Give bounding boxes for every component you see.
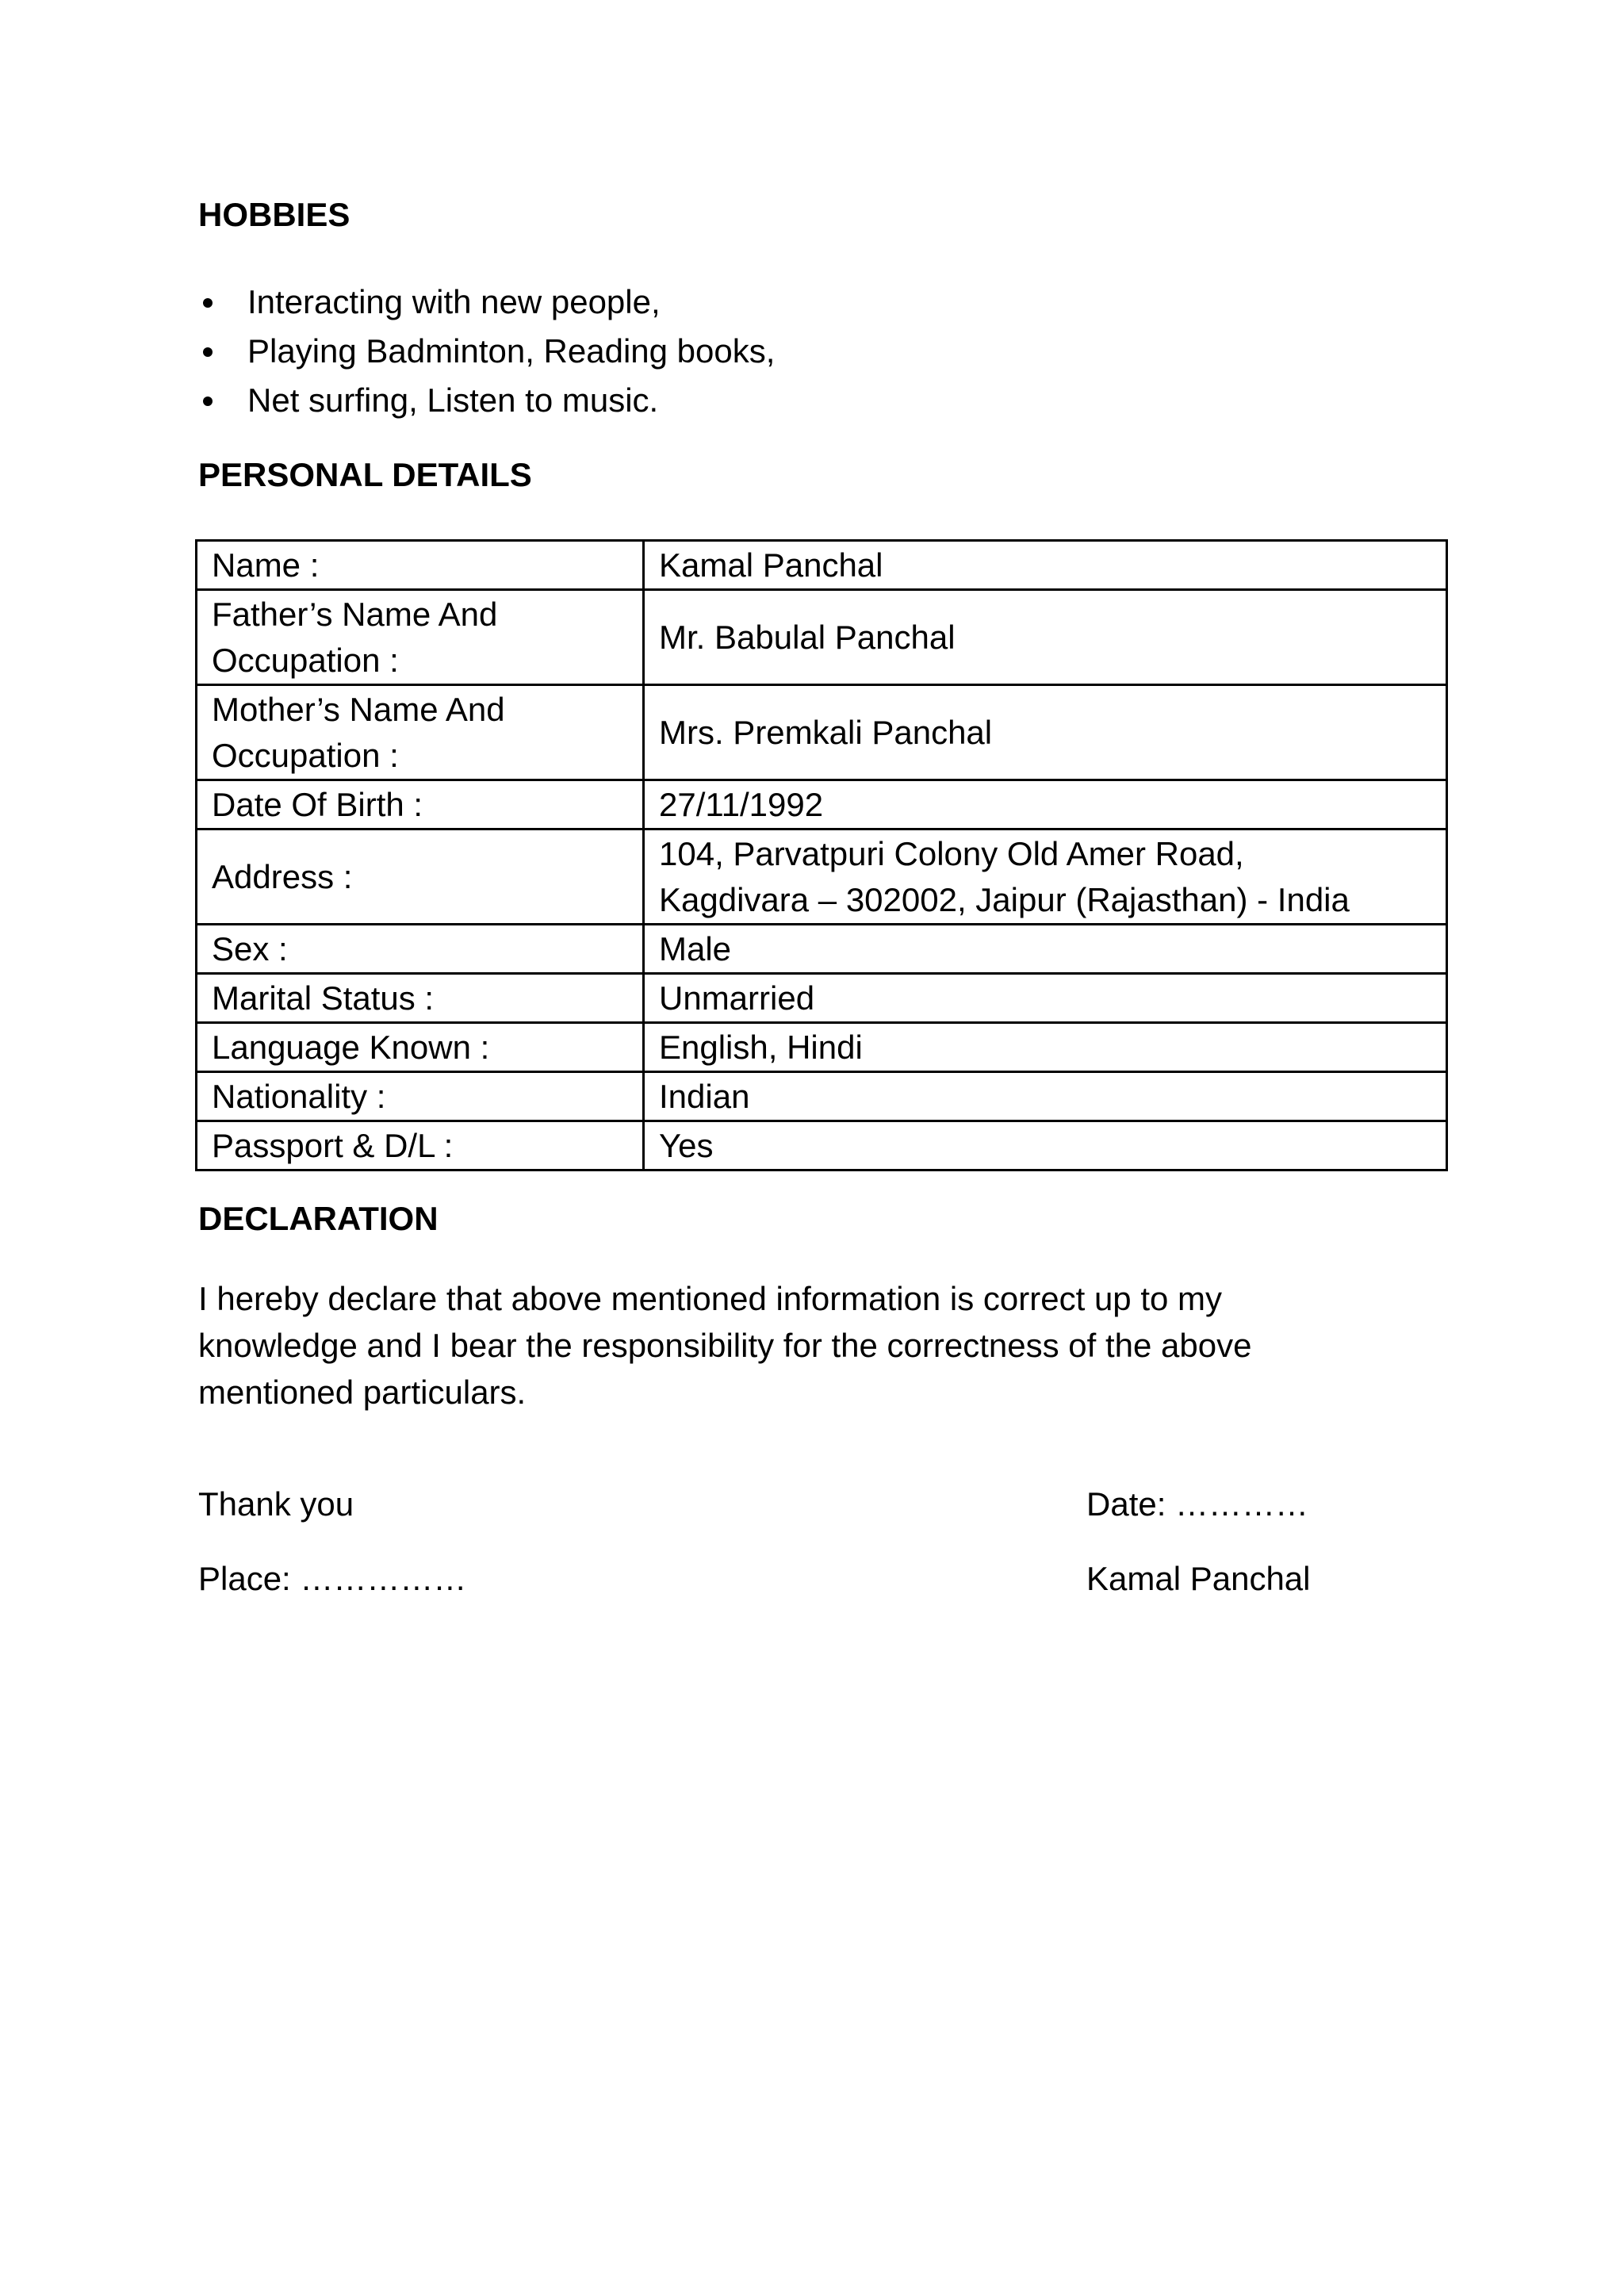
signature-name: Kamal Panchal <box>1086 1560 1311 1597</box>
row-value-line: Mr. Babulal Panchal <box>659 618 956 656</box>
row-value <box>644 541 1447 590</box>
table-row <box>197 780 1447 829</box>
table-row <box>197 1023 1447 1072</box>
row-value <box>644 925 1447 974</box>
row-value <box>644 829 1447 925</box>
table-row <box>197 925 1447 974</box>
declaration-heading: DECLARATION <box>198 1200 439 1237</box>
hobby-text: Playing Badminton, Reading books, <box>247 332 776 370</box>
row-label: Passport & D/L : <box>197 1121 644 1170</box>
hobbies-list <box>198 278 775 425</box>
table-row <box>197 685 1447 780</box>
row-value-line: Yes <box>659 1126 714 1164</box>
row-value <box>644 1121 1447 1170</box>
bullet-icon <box>203 347 213 357</box>
row-value-line: 104, Parvatpuri Colony Old Amer Road, <box>659 834 1244 872</box>
thank-you-text: Thank you <box>198 1485 354 1523</box>
row-label: Father’s Name And Occupation : <box>197 590 644 685</box>
table-row <box>197 590 1447 685</box>
row-value <box>644 974 1447 1023</box>
hobby-item <box>198 327 775 376</box>
row-label: Date Of Birth : <box>197 780 644 829</box>
hobby-item <box>198 376 775 425</box>
hobbies-heading: HOBBIES <box>198 196 350 233</box>
row-value-line: Kamal Panchal <box>659 546 883 584</box>
row-label: Language Known : <box>197 1023 644 1072</box>
table-row <box>197 1121 1447 1170</box>
hobby-text: Interacting with new people, <box>247 283 661 320</box>
row-value-line: Mrs. Premkali Panchal <box>659 713 993 751</box>
table-row <box>197 829 1447 925</box>
declaration-text: I hereby declare that above mentioned information is correct up to my knowledge and I bear the responsibility for the correctness of the above mentioned particulars. <box>198 1280 1252 1411</box>
row-value <box>644 590 1447 685</box>
table-row <box>197 974 1447 1023</box>
row-label: Nationality : <box>197 1072 644 1121</box>
row-label: Name : <box>197 541 644 590</box>
row-value-line: Kagdivara – 302002, Jaipur (Rajasthan) - India <box>659 880 1350 918</box>
row-value <box>644 1072 1447 1121</box>
table-row <box>197 541 1447 590</box>
bullet-icon <box>203 397 213 406</box>
hobby-item <box>198 278 775 327</box>
table-row <box>197 1072 1447 1121</box>
hobby-text: Net surfing, Listen to music. <box>247 381 659 419</box>
personal-details-heading: PERSONAL DETAILS <box>198 456 532 493</box>
row-label: Address : <box>197 829 644 925</box>
row-value <box>644 780 1447 829</box>
personal-details-table <box>195 539 1448 1171</box>
row-value-line: English, Hindi <box>659 1028 863 1066</box>
bullet-icon <box>203 298 213 308</box>
row-label: Sex : <box>197 925 644 974</box>
row-value <box>644 1023 1447 1072</box>
row-label: Mother’s Name And Occupation : <box>197 685 644 780</box>
date-line: Date: ………… <box>1086 1485 1309 1523</box>
row-value <box>644 685 1447 780</box>
row-value-line: 27/11/1992 <box>659 785 824 823</box>
row-value-line: Unmarried <box>659 979 815 1017</box>
row-label: Marital Status : <box>197 974 644 1023</box>
row-value-line: Male <box>659 929 732 967</box>
row-value-line: Indian <box>659 1077 750 1115</box>
place-line: Place: …………… <box>198 1560 467 1597</box>
